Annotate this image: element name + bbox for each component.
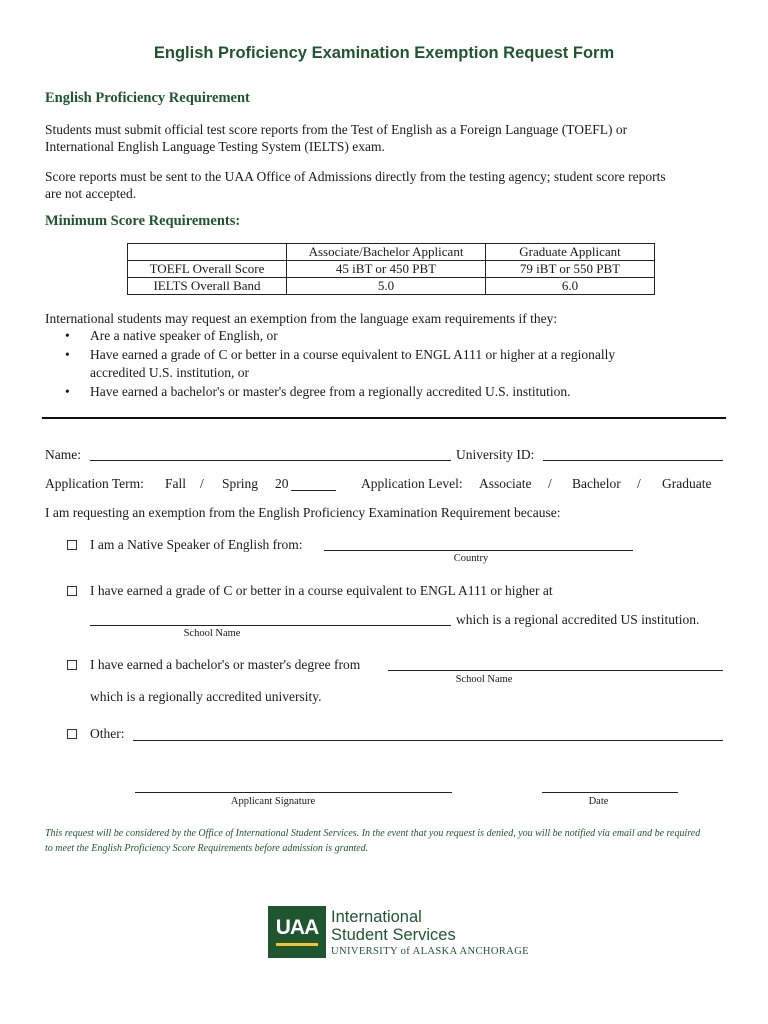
list-item-text: Have earned a grade of C or better in a course equivalent to ENGL A111 or higher at a regionally	[90, 346, 616, 362]
degree-school-caption: School Name	[455, 674, 513, 685]
name-label: Name:	[45, 447, 81, 462]
table-row	[128, 278, 655, 295]
list-item-text: Have earned a bachelor's or master's degree from a regionally accredited U.S. institution.	[90, 383, 571, 399]
text-line: International English Language Testing System (IELTS) exam.	[45, 139, 385, 154]
list-item	[45, 383, 725, 402]
exemption-intro: International students may request an exemption from the language exam requirements if they:	[45, 311, 558, 326]
requirement-paragraph-1	[45, 121, 725, 155]
term-year-prefix: 20	[275, 476, 289, 491]
table-cell: 79 iBT or 550 PBT	[486, 261, 655, 278]
country-caption: Country	[453, 553, 489, 564]
applicant-signature-field[interactable]	[135, 792, 452, 793]
other-checkbox[interactable]	[67, 729, 77, 739]
course-grade-label: I have earned a grade of C or better in a course equivalent to ENGL A111 or higher at	[90, 583, 553, 598]
level-option-associate[interactable]: Associate	[479, 476, 532, 491]
table-cell: TOEFL Overall Score	[128, 261, 287, 278]
bullet-icon: •	[65, 328, 70, 343]
logo-mark-text: UAA	[275, 916, 319, 939]
logo-line-1: International	[331, 908, 422, 926]
footnote-line: to meet the English Proficiency Score Requirements before admission is granted.	[45, 843, 369, 854]
scores-heading: Minimum Score Requirements:	[45, 213, 241, 229]
request-statement: I am requesting an exemption from the English Proficiency Examination Requirement because:	[45, 505, 561, 520]
score-requirements-table	[127, 243, 655, 295]
name-field[interactable]	[90, 460, 451, 461]
table-cell: 45 iBT or 450 PBT	[287, 261, 486, 278]
application-term-label: Application Term:	[45, 476, 144, 491]
degree-school-name-field[interactable]	[388, 670, 723, 671]
logo-accent-bar	[276, 943, 318, 946]
degree-checkbox[interactable]	[67, 660, 77, 670]
course-school-caption: School Name	[183, 628, 241, 639]
list-item	[45, 346, 725, 365]
table-header-cell: Associate/Bachelor Applicant	[287, 244, 486, 261]
list-item-text: Are a native speaker of English, or	[90, 328, 278, 343]
table-row	[128, 261, 655, 278]
text-line: Students must submit official test score reports from the Test of English as a Foreign Language (TOEFL) or	[45, 122, 628, 137]
term-option-fall[interactable]: Fall	[165, 476, 187, 491]
table-header-cell	[128, 244, 287, 261]
signature-caption: Applicant Signature	[230, 796, 316, 807]
date-field[interactable]	[542, 792, 678, 793]
table-header-cell: Graduate Applicant	[486, 244, 655, 261]
native-speaker-checkbox[interactable]	[67, 540, 77, 550]
table-cell: 5.0	[287, 278, 486, 295]
level-separator: /	[548, 476, 552, 491]
table-cell: 6.0	[486, 278, 655, 295]
term-separator: /	[200, 476, 204, 491]
section-divider	[42, 417, 726, 419]
bullet-icon: •	[65, 346, 70, 362]
course-grade-tail: which is a regional accredited US institution.	[456, 612, 700, 627]
native-speaker-label: I am a Native Speaker of English from:	[90, 537, 303, 552]
uaa-logo-mark	[268, 906, 326, 958]
uaa-iss-logo	[268, 906, 529, 962]
table-header-row	[128, 244, 655, 261]
logo-line-3: UNIVERSITY of ALASKA ANCHORAGE	[331, 946, 529, 957]
application-level-label: Application Level:	[361, 476, 463, 491]
date-caption: Date	[588, 796, 609, 807]
list-item-continuation	[45, 364, 725, 383]
logo-line-2: Student Services	[331, 926, 456, 944]
footnote-line: This request will be considered by the Office of International Student Services. In the event that you request is denied, you will be notified via email and be required	[45, 828, 701, 839]
term-option-spring[interactable]: Spring	[222, 476, 259, 491]
page-title: English Proficiency Examination Exemption Request Form	[153, 44, 615, 62]
requirement-paragraph-2	[45, 168, 725, 202]
other-label: Other:	[90, 726, 125, 741]
degree-label: I have earned a bachelor's or master's degree from	[90, 657, 361, 672]
requirement-heading: English Proficiency Requirement	[45, 90, 250, 106]
term-year-field[interactable]	[291, 490, 336, 491]
university-id-label: University ID:	[456, 447, 535, 462]
list-item-text: accredited U.S. institution, or	[90, 365, 249, 380]
list-item	[45, 327, 725, 346]
country-field[interactable]	[324, 550, 633, 551]
bullet-icon: •	[65, 383, 70, 399]
university-id-field[interactable]	[543, 460, 723, 461]
level-separator: /	[637, 476, 641, 491]
degree-tail: which is a regionally accredited university.	[90, 689, 322, 704]
other-field[interactable]	[133, 740, 723, 741]
table-cell: IELTS Overall Band	[128, 278, 287, 295]
text-line: Score reports must be sent to the UAA Office of Admissions directly from the testing agency; student score reports	[45, 169, 666, 184]
course-school-name-field[interactable]	[90, 625, 451, 626]
footnote	[45, 826, 735, 856]
level-option-bachelor[interactable]: Bachelor	[572, 476, 621, 491]
course-grade-checkbox[interactable]	[67, 586, 77, 596]
text-line: are not accepted.	[45, 186, 137, 201]
exemption-criteria-list	[45, 327, 725, 401]
level-option-graduate[interactable]: Graduate	[662, 476, 712, 491]
